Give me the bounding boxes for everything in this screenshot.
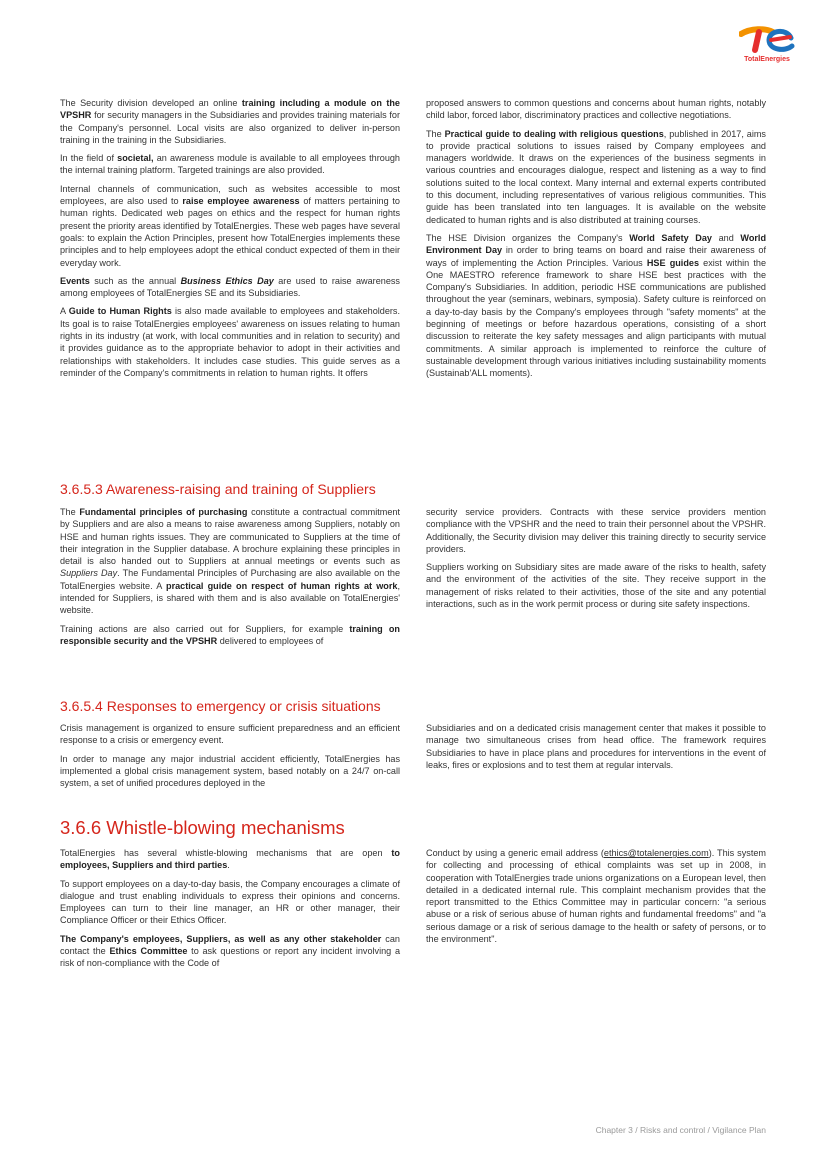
paragraph: security service providers. Contracts with these service providers mention compliance with the VPSHR and the need to train their personnel about the VPSHR. Additionally, the Security division may deliver this training directly to security service providers. xyxy=(426,507,766,554)
section-3654-right-column xyxy=(426,722,766,795)
section-3654 xyxy=(60,722,766,795)
paragraph: The Security division developed an online training including a module on the VPSHR for security managers in the Subsidiaries and provides training materials for the Company's personnel. Local visits are also organized to deliver in-person training in the training in the Subsidiaries. xyxy=(60,98,400,145)
section-heading-3653: 3.6.5.3 Awareness-raising and training of Suppliers xyxy=(60,481,376,497)
section-3653-left-column xyxy=(60,506,400,653)
paragraph: Subsidiaries and on a dedicated crisis management center that makes it possible to manage two simultaneous crises from head office. The framework requires Subsidiaries to have in place plans and procedures for interventions in the event of leaks, fires or explosions and to test them at regular intervals. xyxy=(426,723,766,770)
page-footer: Chapter 3 / Risks and control / Vigilance Plan xyxy=(595,1125,766,1135)
logo-wordmark: TotalEnergies xyxy=(744,56,790,63)
paragraph: The Practical guide to dealing with religious questions, published in 2017, aims to provide practical solutions to issues raised by Company employees and managers worldwide. It draws on the experiences of the business segments in various countries and encourages dialogue, respect and listening as a way to find solutions suited to the local context. Many internal and external experts contributed to this document, including representatives of various religious communities. This guide has been translated into ten languages. It is available on the website dedicated to human rights and is also distributed at training courses. xyxy=(426,128,766,225)
paragraph: Events such as the annual Business Ethics Day are used to raise awareness among employees of TotalEnergies SE and its Subsidiaries. xyxy=(60,275,400,299)
intro-section xyxy=(60,97,766,386)
paragraph: A Guide to Human Rights is also made available to employees and stakeholders. Its goal is to raise TotalEnergies employees' awareness on issues relating to human rights in its industry (at work, with local communities and in relation to security) and it provides guidance as to the appropriate behavior to adopt in their activities and relationships with stakeholders. It includes case studies. This guide serves as a reminder of the Company's commitments in relation to human rights. It offers xyxy=(60,306,401,378)
paragraph: The Company's employees, Suppliers, as well as any other stakeholder can contact the Ethics Committee to ask questions or report any incident involving a risk of non-compliance with the Code of xyxy=(60,933,400,969)
section-heading-366: 3.6.6 Whistle-blowing mechanisms xyxy=(60,817,345,838)
paragraph: In the field of societal, an awareness module is available to all employees through the internal training platform. Targeted trainings are also provided. xyxy=(60,153,400,176)
logo-mark-icon xyxy=(739,24,795,54)
paragraph: Training actions are also carried out for Suppliers, for example training on responsible security and the VPSHR delivered to employees of xyxy=(60,623,400,646)
ethics-email-link[interactable]: ethics@totalenergies.com xyxy=(603,848,709,858)
paragraph: Conduct by using a generic email address (ethics@totalenergies.com). This system for collecting and processing of ethical complaints was set up in 2008, in cooperation with TotalEnergies trade unions organizations on a European level, then detailed in a dedicated internal rule. This complaint mechanism provides that the report transmitted to the Ethics Committee may in particular concern: "a serious abuse or a risk of serious abuse of human rights and fundamental freedoms" and "a serious damage or a risk of serious damage to the health or safety of persons, or to the environment". xyxy=(426,848,766,945)
paragraph: proposed answers to common questions and concerns about human rights, notably child labor, forced labor, discriminatory practices and collective negotiations. xyxy=(426,98,766,121)
totalenergies-logo xyxy=(735,24,799,68)
section-heading-3654: 3.6.5.4 Responses to emergency or crisis situations xyxy=(60,698,381,714)
section-366-right-column xyxy=(426,847,766,976)
section-3653-right-column xyxy=(426,506,766,653)
paragraph: The Fundamental principles of purchasing constitute a contractual commitment by Suppliers and are also a means to raise awareness among Suppliers, notably on HSE and human rights issues. They are communicated to Suppliers at the time of their integration in the Supplier database. A brochure explaining these principles in detail is also handed out to Suppliers at annual meetings or events such as Suppliers Day. The Fundamental Principles of Purchasing are also available on the TotalEnergies website. A practical guide on respect of human rights at work, intended for Suppliers, is shared with them and is also available on TotalEnergies' website. xyxy=(60,507,401,616)
intro-left-column xyxy=(60,97,400,386)
paragraph: In order to manage any major industrial accident efficiently, TotalEnergies has implemented a global crisis management system, based notably on a 24/7 on-call system, a set of unified procedures deployed in the xyxy=(60,753,400,789)
paragraph: TotalEnergies has several whistle-blowing mechanisms that are open to employees, Suppliers and third parties. xyxy=(60,848,400,871)
paragraph: The HSE Division organizes the Company's World Safety Day and World Environment Day in order to bring teams on board and raise their awareness of ways of implementing the Action Principles. Various HSE guides exist within the One MAESTRO reference framework to share HSE best practices with the Company's Subsidiaries. In addition, periodic HSE communications are published throughout the year (seminars, webinars, symposia). Safety culture is reinforced on a day-to-day basis by the Company's employees through "safety moments" at the beginning of meetings or before hazardous operations, consisting of a short discussion to reiterate the key safety messages and align participants with mutual commitments. A similar approach is implemented to reinforce the culture of sustainable development through various initiatives including sustainability moments (Sustainab'ALL moments). xyxy=(426,232,767,379)
paragraph: Crisis management is organized to ensure sufficient preparedness and an efficient response to a crisis or emergency event. xyxy=(60,723,400,746)
paragraph: Suppliers working on Subsidiary sites are made aware of the risks to health, safety and the environment of the activities of the site. They receive support in the management of risks related to their activities, those of the site and any potential interactions, such as in the work permit process or during site safety inspections. xyxy=(426,562,766,610)
paragraph: To support employees on a day-to-day basis, the Company encourages a climate of dialogue and trust enabling individuals to express their opinions and concerns. Employees can turn to their line manager, an HR or other manager, their Compliance Officer or their Ethics Officer. xyxy=(60,878,400,926)
intro-right-column xyxy=(426,97,766,386)
paragraph: Internal channels of communication, such as websites accessible to most employees, are also used to raise employee awareness of matters pertaining to human rights. Dedicated web pages on ethics and the respect for human rights present the priority areas identified by TotalEnergies. These web pages have several goals: to explain the Action Principles, present how TotalEnergies implements these principles and to help employees adopt the ethical conduct expected of them in their everyday work. xyxy=(60,183,400,268)
section-3653 xyxy=(60,506,766,653)
section-3654-left-column xyxy=(60,722,400,795)
section-366-left-column xyxy=(60,847,400,976)
section-366 xyxy=(60,847,766,976)
